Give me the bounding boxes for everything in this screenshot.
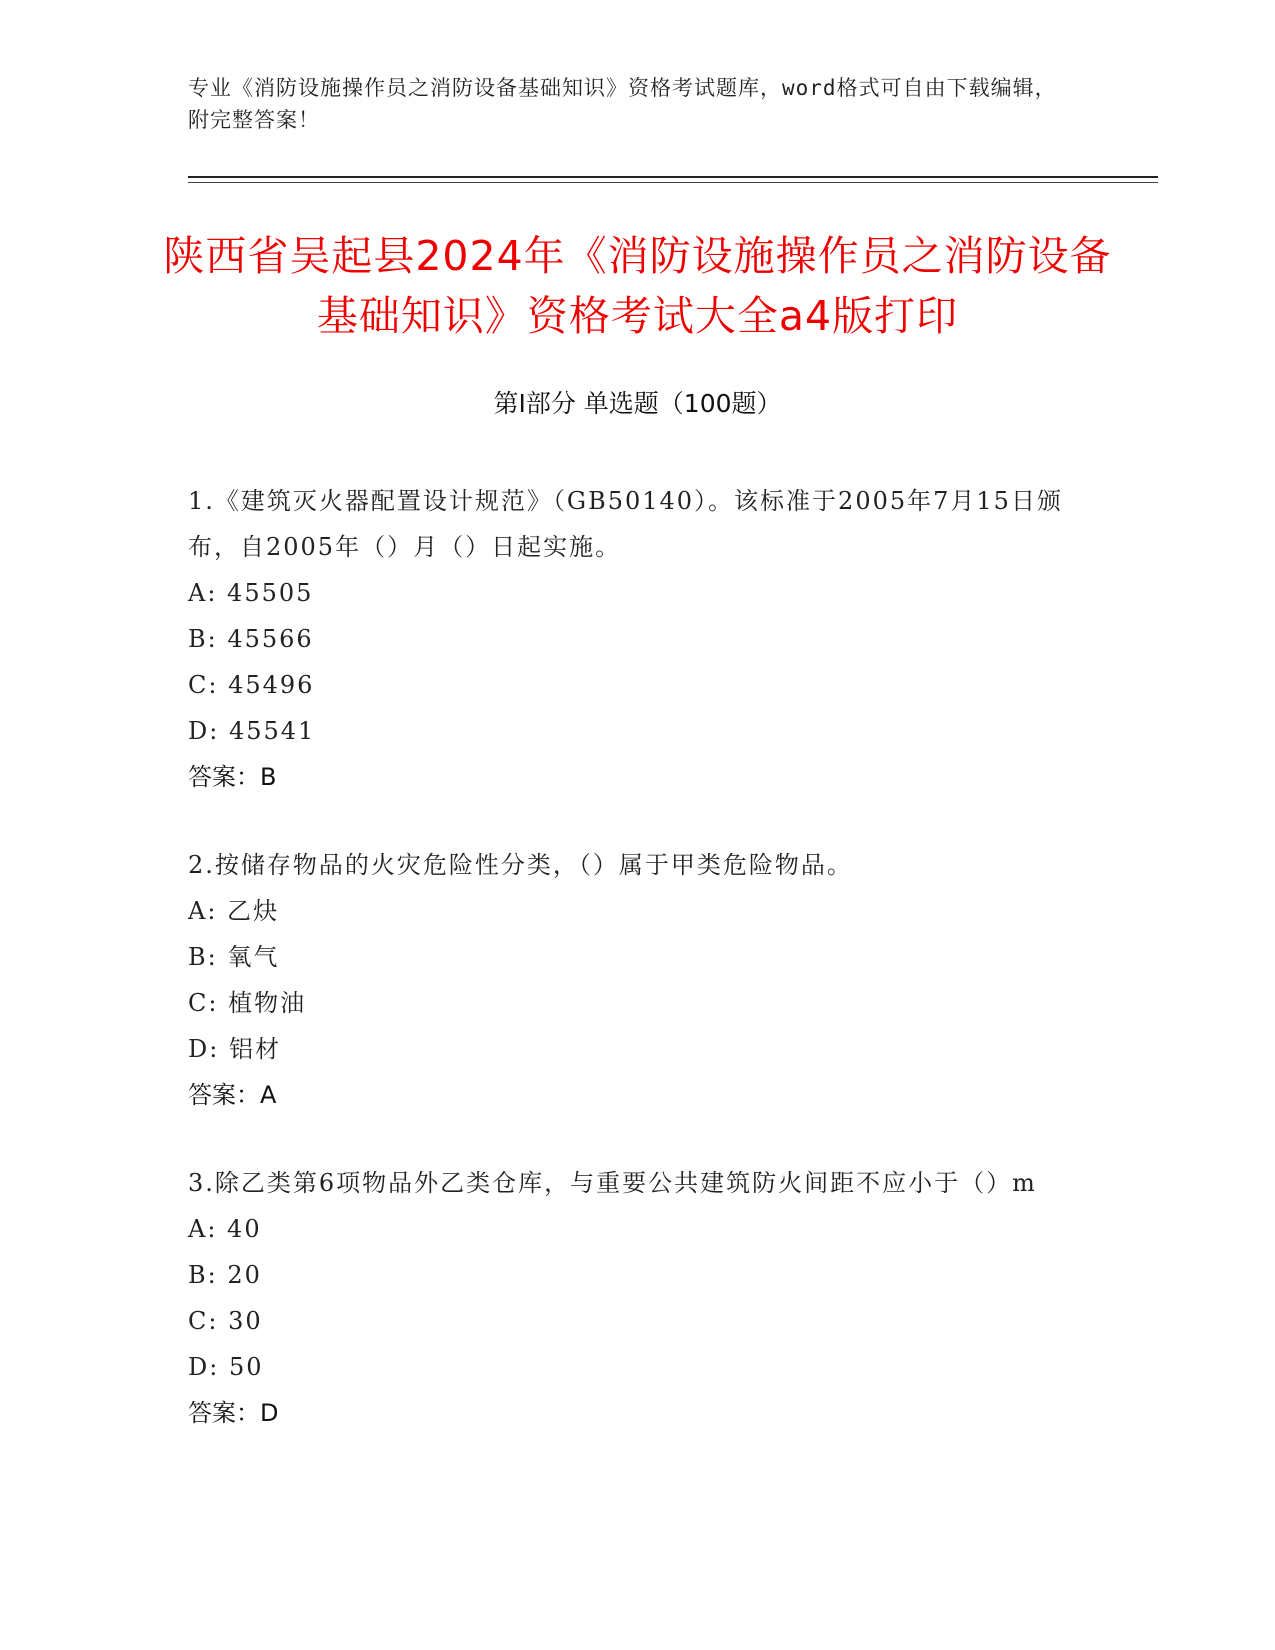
question-3	[188, 1160, 1088, 1436]
question-stem: 3.除乙类第6项物品外乙类仓库，与重要公共建筑防火间距不应小于（）m	[188, 1169, 1037, 1197]
option-a: A: 乙炔	[188, 897, 280, 925]
question-stem: 2.按储存物品的火灾危险性分类，（）属于甲类危险物品。	[188, 851, 853, 879]
option-a: A: 45505	[188, 579, 314, 607]
question-1	[188, 478, 1088, 800]
option-b: B: 20	[188, 1261, 262, 1289]
answer-line: 答案：A	[188, 1081, 277, 1109]
answer-line: 答案：B	[188, 763, 277, 791]
answer-line: 答案：D	[188, 1399, 279, 1427]
option-c: C: 植物油	[188, 989, 307, 1017]
option-b: B: 45566	[188, 625, 314, 653]
question-2	[188, 842, 1088, 1118]
header-divider-thick	[188, 176, 1158, 178]
header-divider-thin	[188, 182, 1158, 183]
question-stem: 1.《建筑灭火器配置设计规范》（GB50140）。该标准于2005年7月15日颁布，自2005年（）月（）日起实施。	[188, 487, 1063, 561]
option-b: B: 氧气	[188, 943, 280, 971]
document-title: 陕西省吴起县2024年《消防设施操作员之消防设备基础知识》资格考试大全a4版打印	[163, 232, 1112, 340]
option-d: D: 50	[188, 1353, 264, 1381]
option-c: C: 30	[188, 1307, 263, 1335]
option-d: D: 铝材	[188, 1035, 281, 1063]
header-note: 专业《消防设施操作员之消防设备基础知识》资格考试题库，word格式可自由下载编辑，附完整答案！	[188, 76, 1057, 132]
option-c: C: 45496	[188, 671, 315, 699]
option-d: D: 45541	[188, 717, 316, 745]
question-list	[188, 478, 1088, 1478]
option-a: A: 40	[188, 1215, 262, 1243]
section-heading: 第Ⅰ部分 单选题（100题）	[493, 389, 782, 418]
